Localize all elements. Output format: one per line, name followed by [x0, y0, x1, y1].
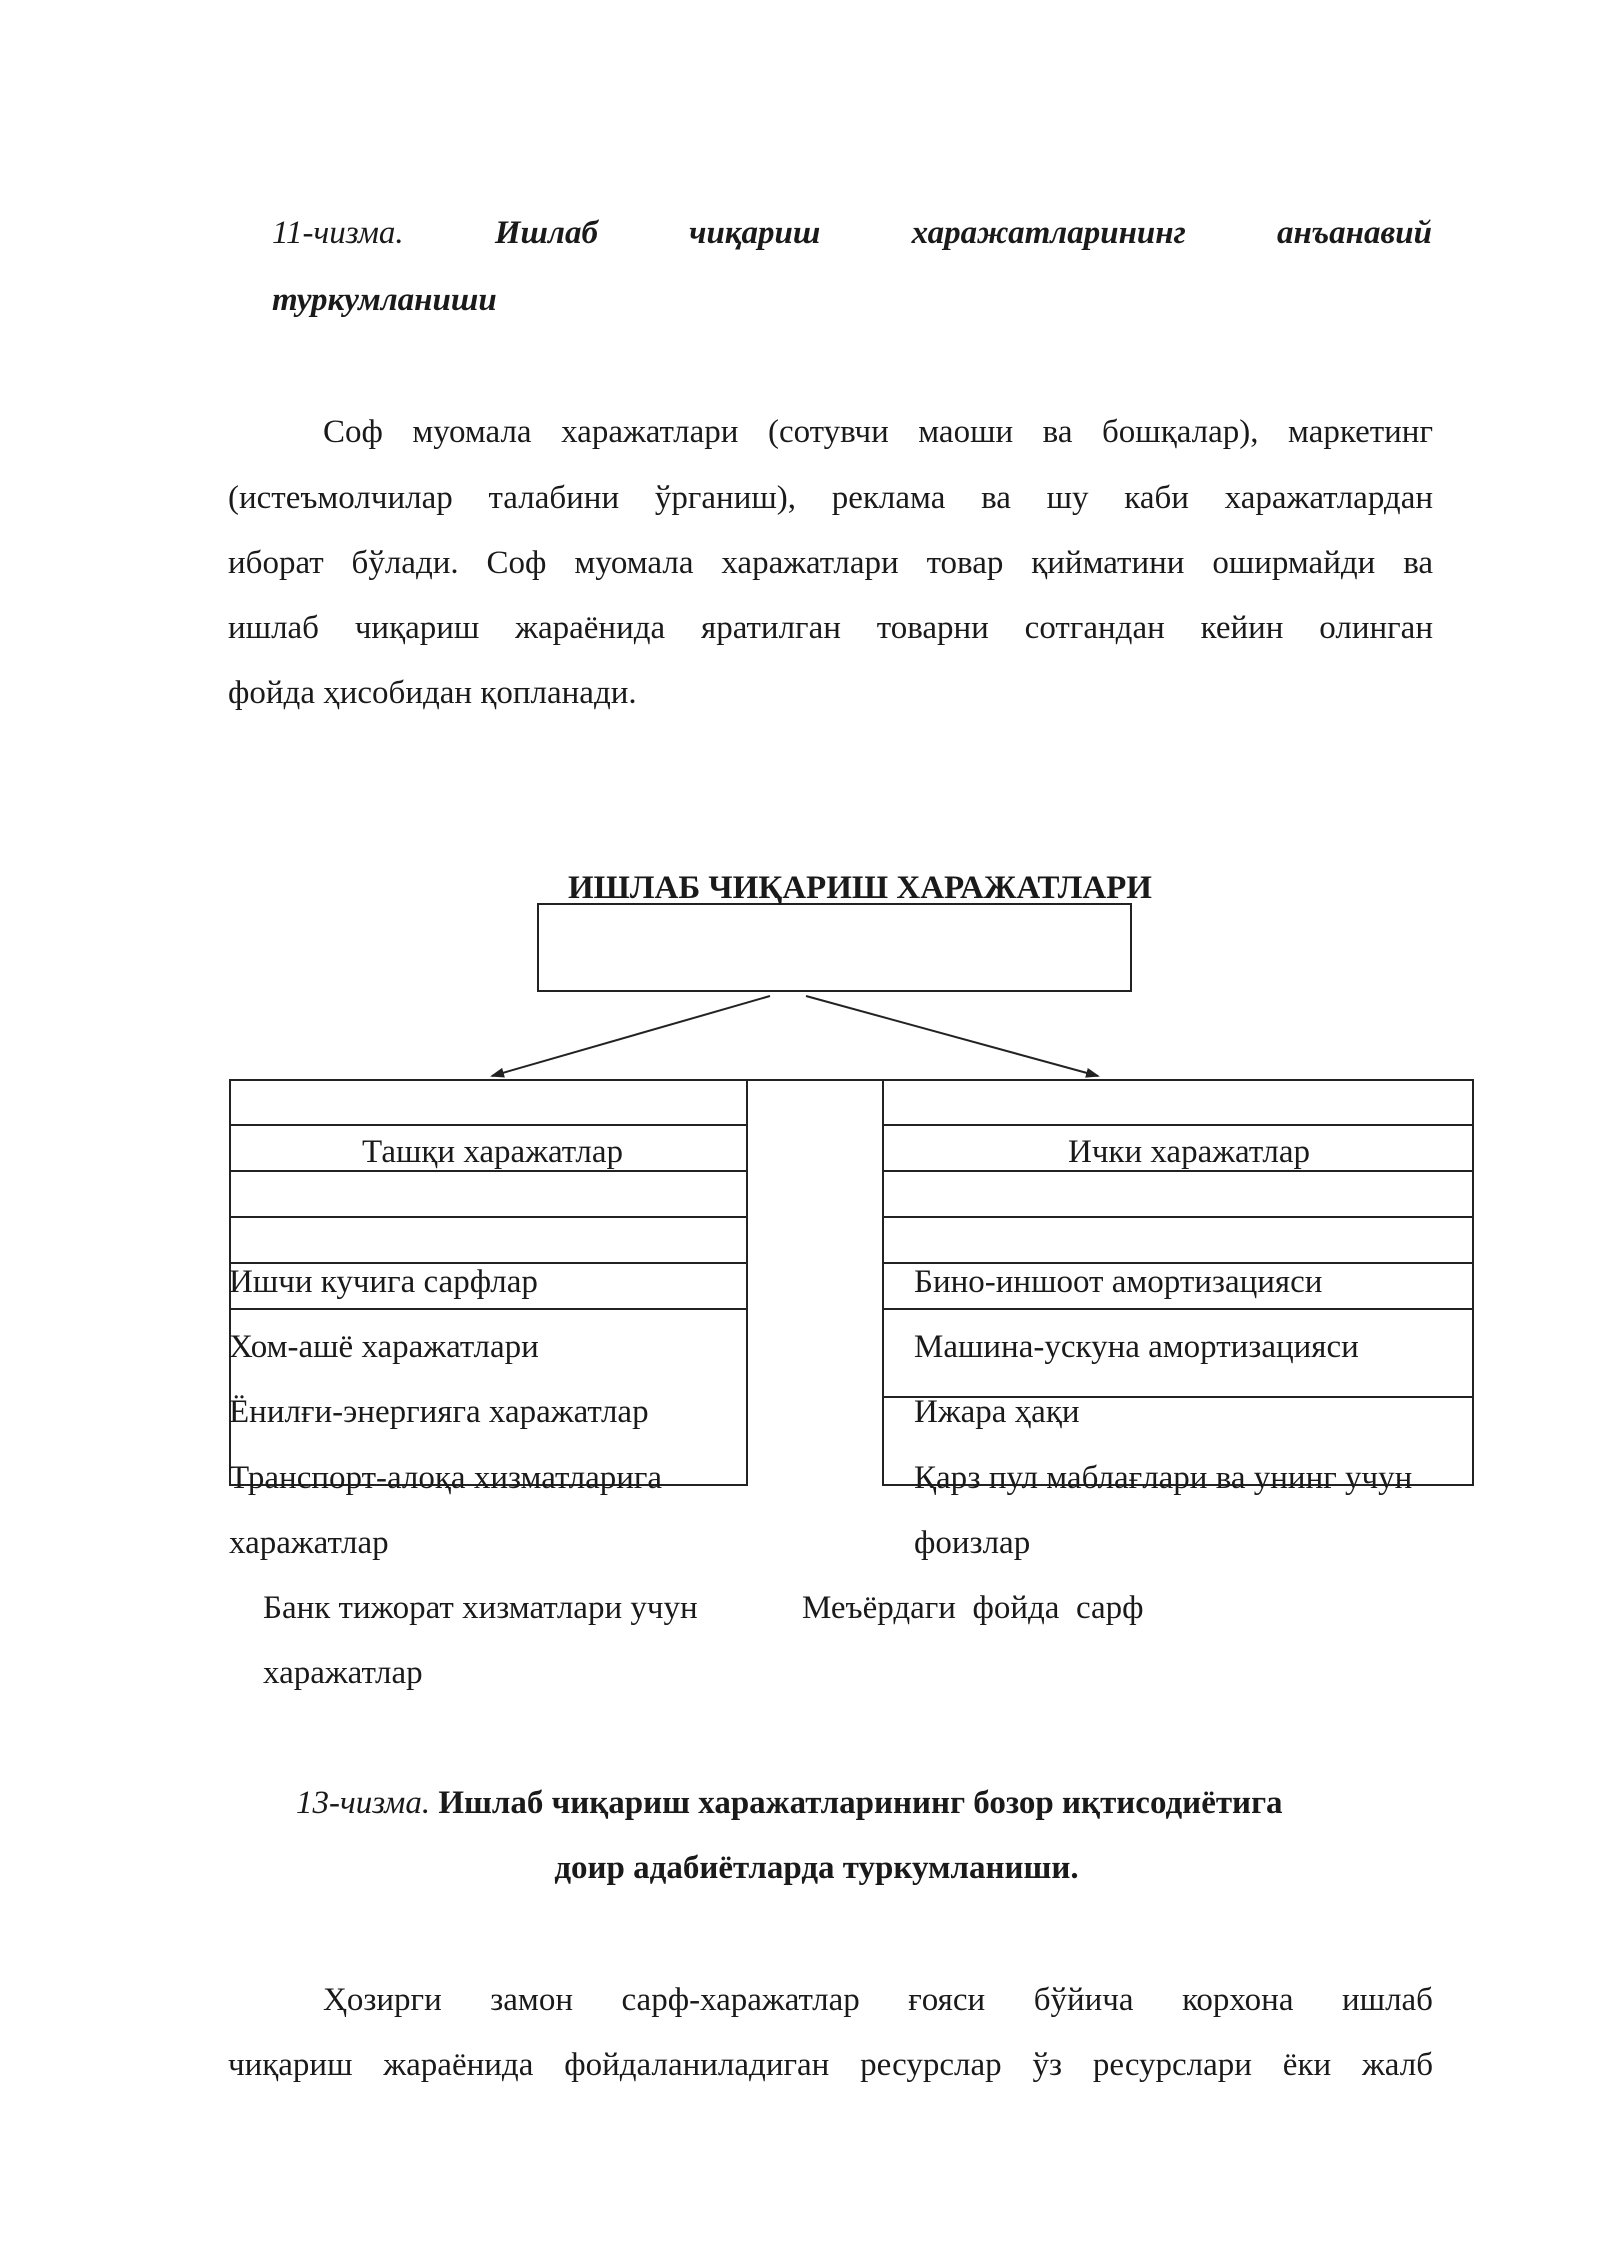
caption-title-line2: доир адабиётларда туркумланиши. [554, 1850, 1079, 1886]
paragraph-line: Соф муомала харажатлари (сотувчи маоши ва бошқалар), маркетинг [323, 414, 1433, 450]
caption-label: 13-чизма. [296, 1785, 431, 1821]
arrow-left [492, 996, 770, 1076]
figure-caption-13 [296, 1785, 1283, 1822]
word: корхона [1182, 1982, 1294, 2018]
bottom-right-item: Меъёрдаги фойда сарф [802, 1590, 1144, 1626]
left-item: Ишчи кучига сарфлар [229, 1264, 538, 1300]
paragraph-line: (истеъмолчилар талабини ўрганиш), реклама ва шу каби харажатлардан [228, 480, 1433, 516]
arrow-right [806, 996, 1098, 1076]
word: замон [490, 1982, 573, 2018]
word: ғояси [908, 1982, 986, 2018]
left-item: Ёнилғи-энергияга харажатлар [229, 1394, 649, 1430]
paragraph2-line2: чиқариш жараёнида фойдаланиладиган ресурслар ўз ресурслари ёки жалб [228, 2047, 1433, 2083]
word: сарф-харажатлар [621, 1982, 860, 2018]
caption-word: Ишлаб [494, 215, 598, 251]
right-item: фоизлар [914, 1525, 1031, 1561]
caption-word: чиқариш [689, 215, 821, 251]
caption-title-line2: туркумланиши [272, 282, 497, 318]
word: бўйича [1033, 1982, 1134, 2018]
bottom-left-item-cont: харажатлар [263, 1655, 423, 1691]
right-item: Қарз пул маблағлари ва унинг учун [914, 1460, 1413, 1496]
word: ишлаб [1342, 1982, 1433, 2018]
right-item: Машина-ускуна амортизацияси [914, 1329, 1359, 1365]
right-item: Бино-иншоот амортизацияси [914, 1264, 1323, 1300]
paragraph-line: иборат бўлади. Соф муомала харажатлари товар қийматини оширмайди ва [228, 545, 1433, 581]
left-header: Ташқи харажатлар [362, 1134, 624, 1170]
right-header: Ички харажатлар [1068, 1134, 1311, 1170]
left-item: харажатлар [229, 1525, 389, 1561]
diagram-title: ИШЛАБ ЧИҚАРИШ ХАРАЖАТЛАРИ [568, 870, 1152, 906]
left-item: Хом-ашё харажатлари [229, 1329, 539, 1365]
bottom-left-item: Банк тижорат хизматлари учун [263, 1590, 698, 1626]
left-item: Транспорт-алоқа хизматларига [229, 1460, 663, 1496]
caption-word: харажатларининг [911, 215, 1186, 251]
caption-word: анъанавий [1276, 215, 1432, 251]
paragraph2-line1 [323, 1982, 1433, 2019]
word: Ҳозирги [323, 1982, 442, 2018]
right-item: Ижара ҳақи [914, 1394, 1080, 1430]
paragraph-line: ишлаб чиқариш жараёнида яратилган товарни сотгандан кейин олинган [228, 610, 1433, 646]
caption-label: 11-чизма. [272, 215, 404, 251]
paragraph-line: фойда ҳисобидан қопланади. [228, 675, 637, 711]
caption-title-line1: Ишлаб чиқариш харажатларининг бозор иқтисодиётига [438, 1785, 1283, 1821]
